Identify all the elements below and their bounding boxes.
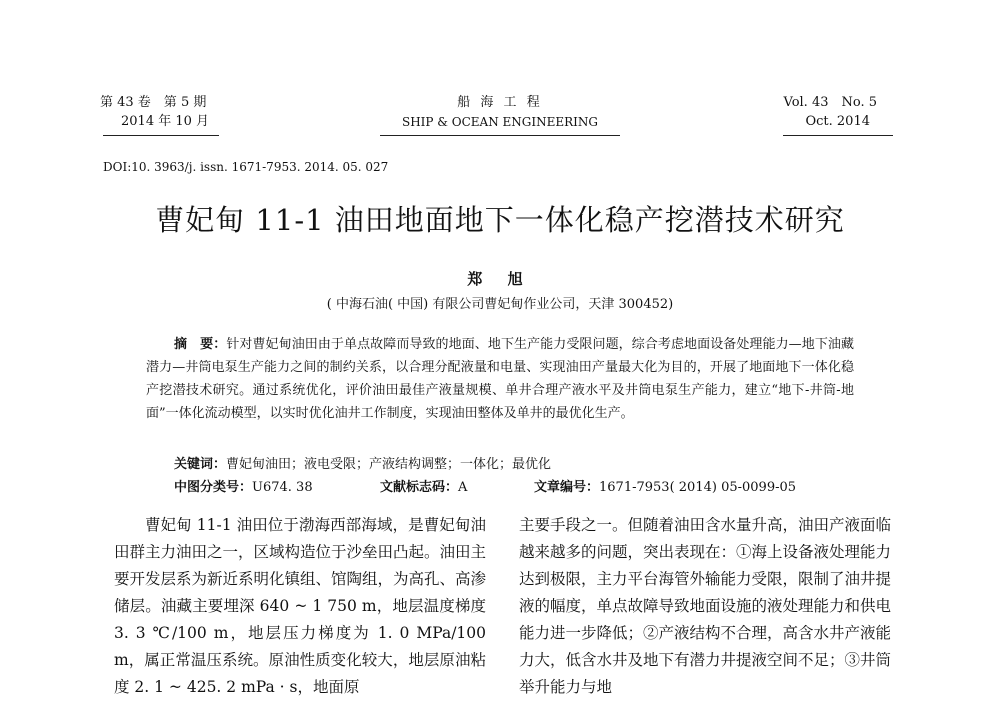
keywords bbox=[174, 453, 551, 472]
clc-value: U674. 38 bbox=[252, 480, 313, 495]
affiliation: ( 中海石油( 中国) 有限公司曹妃甸作业公司，天津 300452) bbox=[326, 297, 674, 312]
header-rule-left bbox=[103, 135, 219, 136]
header-rule-center bbox=[380, 135, 620, 136]
article-number-label: 文章编号： bbox=[534, 480, 600, 495]
keywords-label: 关键词： bbox=[174, 457, 227, 472]
clc-label: 中图分类号： bbox=[174, 480, 253, 495]
clc-number bbox=[174, 476, 313, 495]
journal-name-cn: 船 海 工 程 bbox=[457, 95, 543, 110]
page-title: 曹妃甸 11-1 油田地面地下一体化稳产挖潜技术研究 bbox=[155, 203, 845, 237]
document-code bbox=[380, 476, 467, 495]
journal-date: 2014 年 10 月 bbox=[121, 114, 210, 129]
journal-volume-en: Vol. 43 No. 5 bbox=[783, 95, 877, 110]
header-rule-right bbox=[783, 135, 893, 136]
body-left-column: 曹妃甸 11-1 油田位于渤海西部海域，是曹妃甸油田群主力油田之一，区域构造位于沙垒田凸起。油田主要开发层系为新近系明化镇组、馆陶组，为高孔、高渗储层。油藏主要埋深 640 ~ 1 750 m，地层温度梯度 3. 3 ℃/100 m，地层压力梯度为 1. 0 MPa/100 m，属正常温压系统。原油性质变化较大，地层原油粘度 2. 1 ~ 425. 2 mPa · s，地面原 bbox=[114, 516, 487, 696]
abstract-label: 摘 要： bbox=[174, 337, 227, 352]
author: 郑 旭 bbox=[467, 270, 533, 288]
abstract bbox=[146, 333, 854, 425]
doi: DOI:10. 3963/j. issn. 1671-7953. 2014. 05. 027 bbox=[103, 160, 389, 174]
doc-code-value: A bbox=[458, 480, 468, 495]
abstract-text: 针对曹妃甸油田由于单点故障而导致的地面、地下生产能力受限问题，综合考虑地面设备处理能力—地下油藏潜力—井筒电泵生产能力之间的制约关系，以合理分配液量和电量、实现油田产量最大化为目的，开展了地面地下一体化稳产挖潜技术研究。通过系统优化，评价油田最佳产液量规模、单井合理产液水平及井筒电泵生产能力，建立“地下-井筒-地面”一体化流动模型，以实时优化油井工作制度，实现油田整体及单井的最优化生产。 bbox=[146, 337, 854, 421]
keywords-text: 曹妃甸油田；液电受限；产液结构调整；一体化；最优化 bbox=[226, 457, 552, 472]
article-number bbox=[534, 476, 796, 495]
article-number-value: 1671-7953( 2014) 05-0099-05 bbox=[599, 480, 797, 495]
doc-code-label: 文献标志码： bbox=[380, 480, 459, 495]
body-right-column: 主要手段之一。但随着油田含水量升高，油田产液面临越来越多的问题，突出表现在：①海上设备液处理能力达到极限，主力平台海管外输能力受限，限制了油井提液的幅度，单点故障导致地面设施的液处理能力和供电能力进一步降低；②产液结构不合理，高含水井产液能力大，低含水井及地下有潜力井提液空间不足；③井筒举升能力与地 bbox=[519, 516, 892, 696]
journal-date-en: Oct. 2014 bbox=[805, 114, 870, 129]
journal-name-en: SHIP & OCEAN ENGINEERING bbox=[401, 115, 599, 129]
journal-volume-issue: 第 43 卷 第 5 期 bbox=[100, 95, 207, 110]
